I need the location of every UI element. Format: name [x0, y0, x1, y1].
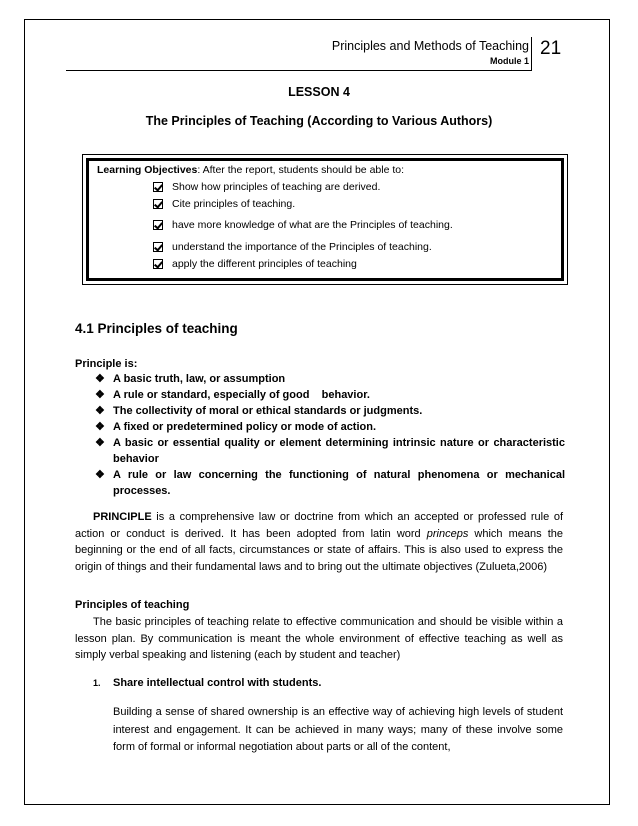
objective-item	[153, 181, 380, 193]
diamond-bullet-icon: ❖	[95, 405, 105, 417]
bullet-item	[95, 403, 565, 419]
header-title: Principles and Methods of Teaching	[331, 39, 529, 53]
bullet-item	[95, 467, 565, 499]
teaching-paragraph: The basic principles of teaching relate to effective communication and should be visible within a lesson plan. By communication is meant the whole environment of effective teaching as well as simply verbal speaking and listening (each by student and teacher)	[75, 616, 563, 661]
checkbox-icon	[153, 259, 163, 269]
checkbox-icon	[153, 242, 163, 252]
page-header	[24, 37, 610, 73]
page-number: 21	[540, 38, 562, 59]
bullet-text: A rule or law concerning the functioning of natural phenomena or mechanical processes.	[113, 469, 565, 497]
diamond-bullet-icon: ❖	[95, 437, 105, 449]
bullet-item	[95, 387, 565, 403]
diamond-bullet-icon: ❖	[95, 373, 105, 385]
learning-objectives-label: Learning Objectives	[97, 164, 198, 176]
lesson-title: The Principles of Teaching (According to Various Authors)	[145, 114, 493, 128]
bullet-text: A rule or standard, especially of good behavior.	[113, 389, 370, 401]
objective-text: understand the importance of the Principles of teaching.	[172, 241, 432, 253]
principle-label: Principle is:	[75, 358, 138, 370]
item-number: 1.	[93, 678, 101, 688]
objective-item	[153, 258, 357, 270]
header-separator	[531, 37, 532, 71]
bullet-text: A basic or essential quality or element determining intrinsic nature or characteristic behavior	[113, 437, 565, 465]
diamond-bullet-icon: ❖	[95, 469, 105, 481]
bullet-text: A fixed or predetermined policy or mode of action.	[113, 421, 377, 433]
bullet-item	[95, 419, 565, 435]
bullet-text: A basic truth, law, or assumption	[113, 373, 286, 385]
latin-term: princeps	[426, 527, 469, 540]
principle-lead: PRINCIPLE	[93, 511, 152, 523]
objective-item	[153, 219, 453, 231]
bullet-text: The collectivity of moral or ethical standards or judgments.	[113, 405, 423, 417]
lesson-label: LESSON 4	[288, 85, 350, 99]
header-module: Module 1	[489, 56, 529, 66]
objective-item	[153, 198, 295, 210]
checkbox-icon	[153, 182, 163, 192]
learning-objectives-intro: : After the report, students should be able to:	[197, 164, 405, 176]
objective-text: Cite principles of teaching.	[172, 198, 296, 210]
diamond-bullet-icon: ❖	[95, 389, 105, 401]
objective-text: apply the different principles of teaching	[172, 258, 357, 270]
objective-item	[153, 241, 432, 253]
checkbox-icon	[153, 220, 163, 230]
numbered-item	[93, 677, 321, 689]
teaching-heading: Principles of teaching	[75, 599, 190, 611]
objective-text: Show how principles of teaching are derived.	[172, 181, 381, 193]
learning-objectives-heading	[97, 164, 404, 176]
bullet-item	[95, 435, 565, 467]
bullet-item	[95, 371, 565, 387]
numbered-paragraph: Building a sense of shared ownership is an effective way of achieving high levels of student interest and engagement. It can be achieved in many ways; many of these involve some form of formal or informal negotiation about parts or all of the content,	[113, 706, 563, 753]
paragraph-text: which means the beginning or the end of all facts, circumstances or state of affairs. This is also used to express the origin of things and their fundamental laws and to bring out the ultimate objectives (Zulueta,2006)	[75, 527, 564, 573]
header-rule	[66, 70, 531, 71]
section-heading: 4.1 Principles of teaching	[75, 321, 238, 336]
checkbox-icon	[153, 199, 163, 209]
principle-paragraph	[75, 509, 563, 575]
diamond-bullet-icon: ❖	[95, 421, 105, 433]
objective-text: have more knowledge of what are the Principles of teaching.	[172, 219, 453, 231]
paragraph-text: is a comprehensive law or doctrine from which an accepted or professed rule of action or conduct is derived. It has been adopted from latin word	[75, 511, 563, 540]
item-title: Share intellectual control with students.	[113, 677, 322, 689]
